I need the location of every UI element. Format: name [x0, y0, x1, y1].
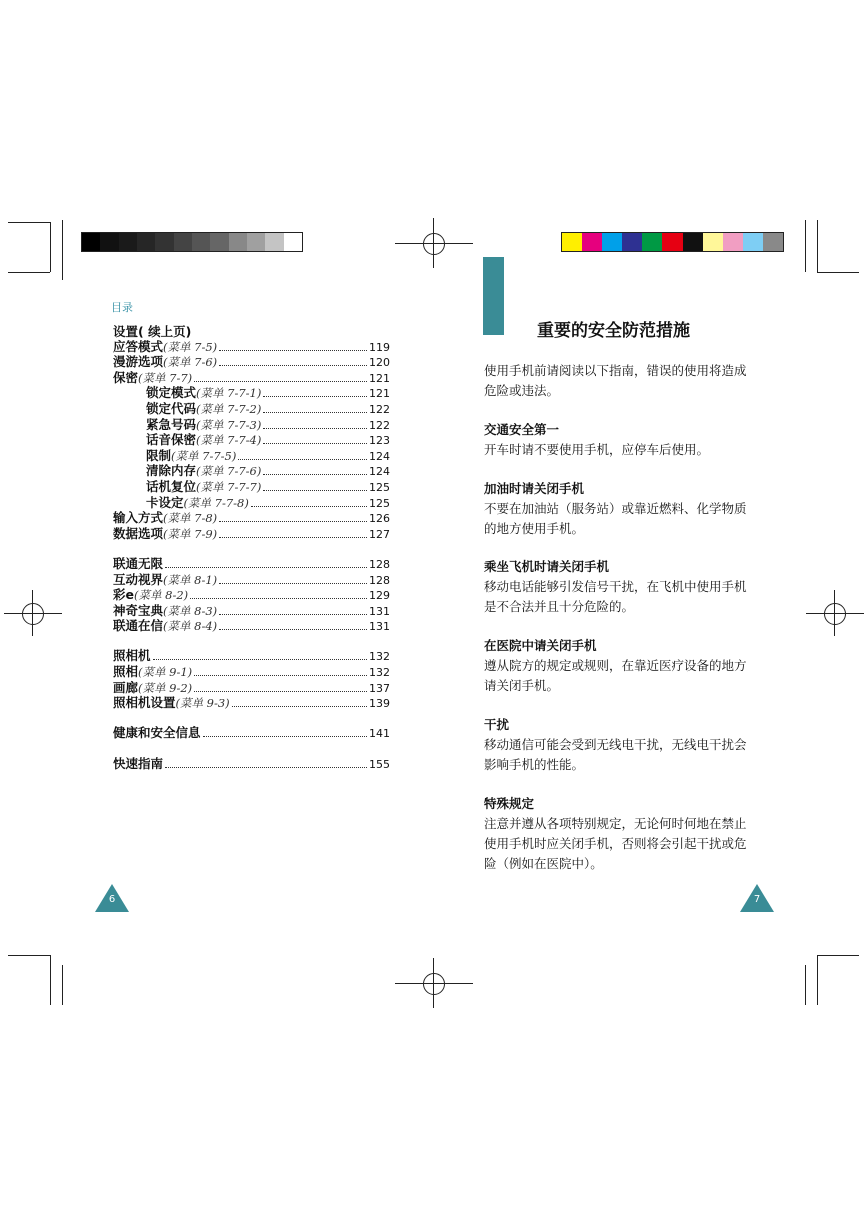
crop-mark [805, 220, 806, 272]
toc-menu-ref: (菜单 7-7-3) [196, 417, 262, 432]
toc-leader-dots [194, 674, 367, 676]
toc-leader-dots [194, 690, 367, 692]
gray-swatch [265, 233, 283, 251]
toc-leader-dots [251, 505, 367, 507]
toc-page-number: 122 [369, 402, 390, 416]
safety-section [484, 794, 774, 874]
text-line: 使用手机时应关闭手机，否则将会引起干扰或危 [484, 836, 747, 851]
color-swatch [622, 233, 642, 251]
toc-leader-dots [165, 566, 367, 568]
page-number: 6 [108, 894, 116, 905]
registration-line [395, 243, 473, 244]
toc-leader-dots [219, 613, 367, 615]
toc-page-number: 121 [369, 371, 390, 385]
toc-entry [113, 355, 390, 371]
toc-entry [113, 604, 390, 620]
page-number: 7 [753, 894, 761, 905]
registration-line [32, 590, 33, 636]
toc-page-number: 119 [369, 340, 390, 354]
text-line: 开车时请不要使用手机，应停车后使用。 [484, 442, 710, 457]
toc-title: 照相机 [113, 648, 151, 664]
color-swatch [683, 233, 703, 251]
gray-swatch [284, 233, 302, 251]
toc-title: 照相机设置 [113, 695, 176, 711]
toc-entry [113, 557, 390, 573]
toc-leader-dots [263, 473, 367, 475]
page-number-badge [740, 884, 774, 912]
toc-entry [113, 480, 390, 496]
color-swatch [642, 233, 662, 251]
registration-target-icon [22, 603, 44, 625]
toc-leader-dots [219, 582, 367, 584]
toc-title: 保密 [113, 369, 139, 385]
color-swatch [602, 233, 622, 251]
toc-leader-dots [194, 380, 367, 382]
toc-leader-dots [263, 442, 367, 444]
toc-menu-ref: (菜单 7-5) [163, 339, 218, 354]
toc-entry [113, 726, 390, 742]
toc-title: 卡设定 [146, 494, 184, 510]
section-label: 目录 [111, 301, 133, 314]
toc-leader-dots [190, 597, 367, 599]
toc-entry [113, 340, 390, 356]
toc-title: 应答模式 [113, 338, 164, 354]
safety-section [484, 479, 774, 539]
toc-page-number: 132 [369, 666, 390, 680]
toc-title: 话音保密 [146, 432, 197, 448]
text-line: 的地方使用手机。 [484, 521, 585, 536]
toc-leader-dots [219, 536, 367, 538]
toc-entry [113, 371, 390, 387]
toc-page-number: 139 [369, 697, 390, 711]
text-line: 移动通信可能会受到无线电干扰，无线电干扰会 [484, 737, 747, 752]
text-line: 危险或违法。 [484, 383, 560, 398]
crop-mark [50, 222, 51, 272]
section-title: 交通安全第一 [484, 422, 560, 437]
registration-line [395, 983, 473, 984]
crop-mark [817, 272, 859, 273]
toc-title: 照相 [113, 664, 139, 680]
color-swatch [582, 233, 602, 251]
registration-target-icon [423, 233, 445, 255]
toc-menu-ref: (菜单 7-7-1) [196, 386, 262, 401]
toc-entry [113, 402, 390, 418]
registration-target-icon [423, 973, 445, 995]
crop-mark [62, 965, 63, 1005]
gray-swatch [155, 233, 173, 251]
safety-section [484, 557, 774, 617]
toc-page-number: 123 [369, 434, 390, 448]
section-title: 加油时请关闭手机 [484, 481, 585, 496]
registration-line [834, 590, 835, 636]
toc-menu-ref: (菜单 8-2) [133, 588, 189, 603]
toc-entry [113, 496, 390, 512]
toc-page-number: 126 [369, 512, 390, 526]
color-swatch [562, 233, 582, 251]
toc-menu-ref: (菜单 9-3) [175, 696, 230, 711]
toc-spacer [113, 542, 390, 557]
color-swatch [703, 233, 723, 251]
toc-page-number: 124 [369, 465, 390, 479]
text-line: 遵从院方的规定或规则，在靠近医疗设备的地方 [484, 658, 747, 673]
toc-menu-ref: (菜单 8-1) [163, 572, 218, 587]
toc-title: 联通无限 [113, 555, 164, 571]
page-number-badge [95, 884, 129, 912]
toc-entry [113, 757, 390, 773]
toc-page-number: 127 [369, 527, 390, 541]
toc-leader-dots [219, 628, 367, 630]
crop-mark [8, 955, 50, 956]
toc-title: 互动视界 [113, 571, 164, 587]
toc-page-number: 128 [369, 573, 390, 587]
toc-title: 限制 [146, 447, 172, 463]
text-line: 险（例如在医院中）。 [484, 856, 603, 871]
toc-menu-ref: (菜单 7-7-8) [183, 495, 249, 510]
toc-entry [113, 681, 390, 697]
toc-menu-ref: (菜单 9-2) [138, 680, 193, 695]
color-swatch [763, 233, 783, 251]
toc-title: 画廊 [113, 679, 139, 695]
toc-title: 联通在信 [113, 618, 164, 634]
toc-entry [113, 649, 390, 665]
safety-section [484, 420, 774, 460]
crop-mark [50, 955, 51, 1005]
toc-spacer [113, 712, 390, 727]
toc-entry [113, 386, 390, 402]
toc-title: 漫游选项 [113, 354, 164, 370]
registration-line [433, 218, 434, 268]
toc-page-number: 132 [369, 650, 390, 664]
toc-menu-ref: (菜单 7-9) [163, 526, 218, 541]
toc-entry [113, 464, 390, 480]
registration-line [806, 613, 864, 614]
toc-entry [113, 449, 390, 465]
toc-page-number: 125 [369, 480, 390, 494]
toc-menu-ref: (菜单 7-7-5) [171, 448, 237, 463]
gray-swatch [82, 233, 100, 251]
gray-swatch [119, 233, 137, 251]
toc-leader-dots [219, 520, 367, 522]
toc-entry [113, 696, 390, 712]
toc-entry [113, 619, 390, 635]
registration-line [4, 613, 62, 614]
toc-leader-dots [263, 395, 367, 397]
toc-page-number: 128 [369, 557, 390, 571]
toc-page-number: 141 [369, 727, 390, 741]
toc-entry [113, 573, 390, 589]
gray-swatch [229, 233, 247, 251]
accent-bar [483, 257, 504, 335]
toc-menu-ref: (菜单 7-7-7) [196, 479, 262, 494]
toc-title: 健康和安全信息 [113, 725, 201, 741]
toc-page-number: 155 [369, 757, 390, 771]
section-title: 干扰 [484, 717, 510, 732]
section-title: 在医院中请关闭手机 [484, 638, 597, 653]
toc-menu-ref: (菜单 9-1) [138, 665, 193, 680]
table-of-contents [113, 325, 390, 772]
toc-page-number: 124 [369, 449, 390, 463]
page-title: 重要的安全防范措施 [537, 321, 690, 341]
toc-entry [113, 418, 390, 434]
toc-page-number: 131 [369, 604, 390, 618]
section-title: 特殊规定 [484, 796, 535, 811]
color-swatch [662, 233, 682, 251]
gray-swatch [137, 233, 155, 251]
gray-swatch [174, 233, 192, 251]
toc-spacer [113, 635, 390, 650]
toc-leader-dots [232, 705, 367, 707]
safety-section [484, 715, 774, 775]
toc-page-number: 121 [369, 387, 390, 401]
toc-title: 锁定代码 [146, 400, 197, 416]
toc-entry [113, 588, 390, 604]
registration-line [433, 958, 434, 1008]
toc-leader-dots [238, 458, 367, 460]
toc-menu-ref: (菜单 8-4) [163, 619, 218, 634]
toc-menu-ref: (菜单 7-7-2) [196, 401, 262, 416]
crop-mark [8, 222, 50, 223]
text-line: 使用手机前请阅读以下指南，错误的使用将造成 [484, 363, 747, 378]
gray-swatch [192, 233, 210, 251]
toc-spacer [113, 742, 390, 757]
toc-menu-ref: (菜单 7-6) [163, 355, 218, 370]
toc-page-number: 137 [369, 681, 390, 695]
toc-title: 神奇宝典 [113, 602, 164, 618]
toc-page-number: 125 [369, 496, 390, 510]
toc-entry [113, 325, 390, 340]
text-line: 不要在加油站（服务站）或靠近燃料、化学物质 [484, 501, 747, 516]
crop-mark [8, 272, 50, 273]
toc-leader-dots [153, 658, 367, 660]
toc-menu-ref: (菜单 7-7-4) [196, 433, 262, 448]
toc-title: 彩e [113, 587, 134, 603]
intro-paragraph [484, 361, 774, 401]
toc-page-number: 131 [369, 620, 390, 634]
toc-menu-ref: (菜单 7-8) [163, 511, 218, 526]
toc-menu-ref: (菜单 7-7-6) [196, 464, 262, 479]
grayscale-control-strip [81, 232, 303, 252]
toc-title: 快速指南 [113, 755, 164, 771]
color-control-strip [561, 232, 784, 252]
toc-page-number: 120 [369, 356, 390, 370]
gray-swatch [247, 233, 265, 251]
toc-page-number: 122 [369, 418, 390, 432]
text-line: 注意并遵从各项特别规定，无论何时何地在禁止 [484, 816, 747, 831]
text-line: 影响手机的性能。 [484, 757, 585, 772]
toc-title: 清除内存 [146, 463, 197, 479]
crop-mark [62, 220, 63, 280]
crop-mark [805, 965, 806, 1005]
toc-title: 紧急号码 [146, 416, 197, 432]
toc-title: 话机复位 [146, 478, 197, 494]
text-line: 是不合法并且十分危险的。 [484, 599, 635, 614]
text-line: 请关闭手机。 [484, 678, 560, 693]
toc-leader-dots [219, 349, 367, 351]
toc-menu-ref: (菜单 8-3) [163, 603, 218, 618]
toc-page-number: 129 [369, 589, 390, 603]
crop-mark [817, 955, 818, 1005]
color-swatch [723, 233, 743, 251]
toc-entry [113, 527, 390, 543]
toc-title: 输入方式 [113, 510, 164, 526]
toc-title: 数据选项 [113, 525, 164, 541]
gray-swatch [100, 233, 118, 251]
toc-entry [113, 665, 390, 681]
toc-leader-dots [203, 735, 367, 737]
toc-menu-ref: (菜单 7-7) [138, 370, 193, 385]
toc-title: 锁定模式 [146, 385, 197, 401]
crop-mark [817, 955, 859, 956]
toc-entry [113, 433, 390, 449]
section-title: 乘坐飞机时请关闭手机 [484, 559, 610, 574]
toc-leader-dots [263, 411, 367, 413]
toc-entry [113, 511, 390, 527]
registration-target-icon [824, 603, 846, 625]
toc-leader-dots [219, 364, 367, 366]
text-line: 移动电话能够引发信号干扰，在飞机中使用手机 [484, 579, 747, 594]
gray-swatch [210, 233, 228, 251]
safety-section [484, 636, 774, 696]
toc-leader-dots [165, 766, 367, 768]
color-swatch [743, 233, 763, 251]
toc-leader-dots [263, 489, 367, 491]
crop-mark [817, 220, 818, 272]
toc-title: 设置( 续上页) [113, 324, 192, 339]
toc-leader-dots [263, 427, 367, 429]
